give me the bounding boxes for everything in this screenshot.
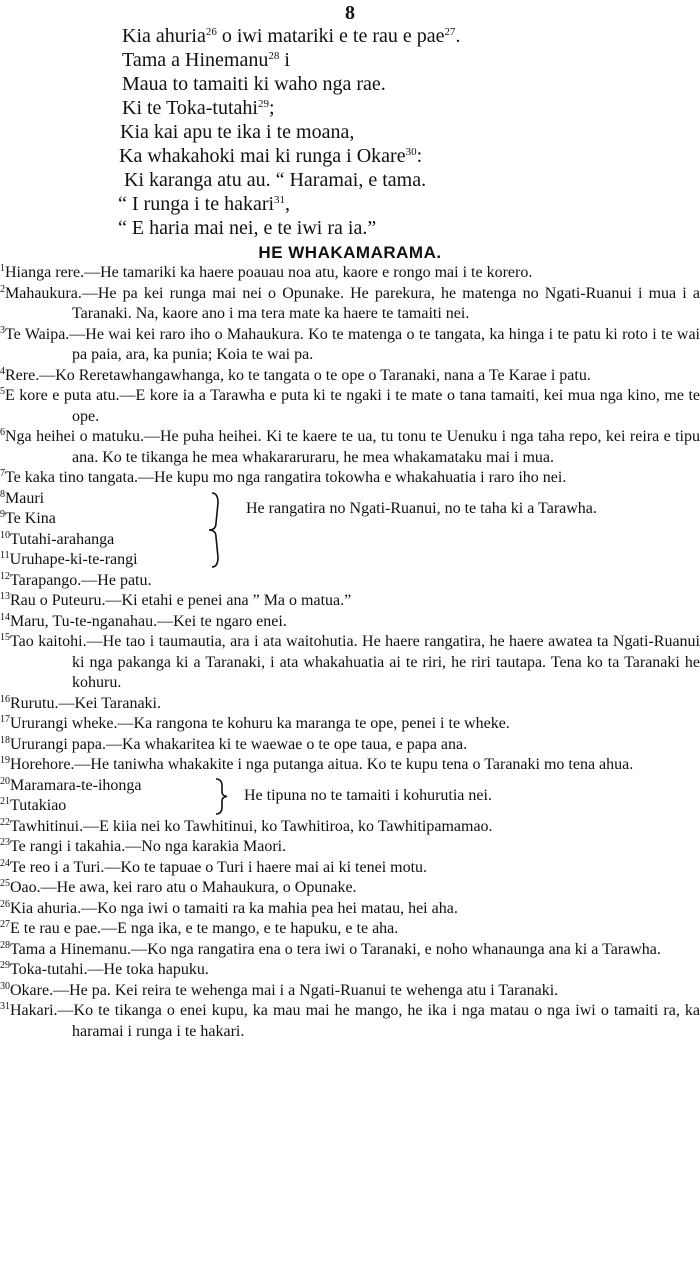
footnote-ref: 31 — [274, 194, 286, 206]
note-term: Ururangi wheke. — [10, 715, 118, 732]
note-number: 9 — [0, 509, 5, 520]
page-number: 8 — [345, 2, 355, 24]
note — [0, 325, 700, 366]
note-number: 14 — [0, 611, 10, 623]
note-number: 17 — [0, 714, 10, 725]
note-number: 1 — [0, 263, 5, 274]
note-term: E te rau e pae. — [10, 920, 102, 937]
note-number: 19 — [0, 755, 10, 766]
note-number: 13 — [0, 591, 10, 602]
notes-section-b — [0, 571, 700, 776]
note-number: 7 — [0, 468, 5, 479]
notes — [0, 263, 700, 1042]
note-term: Tama a Hinemanu. — [10, 940, 132, 958]
note — [0, 837, 700, 858]
poem-line-text: o iwi matariki e te rau e pae — [216, 25, 445, 47]
note — [0, 284, 700, 325]
note-term: Ururangi papa. — [10, 735, 106, 753]
note-text: —He tamariki ka haere poauau noa atu, kaore e rongo mai i te korero. — [84, 264, 533, 281]
poem-line-text: Kia ahuria — [122, 25, 206, 47]
note-text: —Ka rangona te kohuru ka maranga te ope, penei i te wheke. — [117, 715, 510, 732]
poem-line-text: , — [285, 193, 291, 215]
note-text: —He toka hapuku. — [87, 961, 209, 978]
note-term: Oao. — [10, 879, 41, 896]
note-text: —Ki etahi e penei ana ” Ma o matua.” — [105, 592, 352, 609]
note-number: 25 — [0, 878, 10, 889]
poem-line — [122, 48, 290, 73]
note — [0, 899, 700, 920]
note — [0, 940, 700, 961]
note-number: 11 — [0, 550, 10, 561]
note — [0, 694, 700, 715]
group-description: He rangatira no Ngati-Ruanui, no te taha ki a Tarawha. — [246, 499, 597, 517]
note-term: Tutahi-arahanga — [10, 530, 115, 548]
note-text: —Ko te tapuae o Turi i haere mai ai ki tenei motu. — [104, 858, 428, 876]
note — [0, 858, 700, 879]
poem-line-text: : — [416, 145, 423, 167]
group-item — [0, 550, 700, 571]
poem-line-text: i — [279, 49, 290, 71]
note-number: 2 — [0, 283, 5, 295]
note — [0, 263, 700, 284]
note-term: Mauri — [5, 489, 45, 507]
note-term: Te Waipa. — [5, 325, 70, 343]
note-text: —Kei Taranaki. — [58, 694, 161, 712]
footnote-ref: 26 — [205, 26, 217, 38]
poem-line-text: Ki karanga atu au. “ Haramai, e tama. — [124, 169, 427, 191]
note-number: 5 — [0, 386, 5, 397]
poem-line-text: ; — [268, 97, 275, 119]
note-number: 27 — [0, 919, 10, 930]
bracketed-group-chiefs — [0, 489, 700, 571]
note-text: —Ka whakaritea ki te waewae o te ope taua, e papa ana. — [105, 735, 468, 753]
note — [0, 878, 700, 899]
note-text: —Ko Reretawhangawhanga, ko te tangata o te ope o Taranaki, nana a Te Karae i patu. — [39, 366, 591, 384]
note — [0, 817, 700, 838]
note — [0, 427, 700, 468]
note-term: Hakari. — [10, 1002, 58, 1019]
note-number: 31 — [0, 1001, 10, 1012]
note-number: 29 — [0, 960, 10, 971]
note-text: —He pa kei runga mai nei o Opunake. He parekura, he matenga no Ngati-Ruanui i mua i a Taranaki. Na, kaore ano i ma tera mate ka haere te tamaiti nei. — [72, 284, 700, 322]
poem-line — [122, 96, 275, 121]
note-text: —He awa, kei raro atu o Mahaukura, o Opunake. — [40, 879, 357, 896]
poem-line-text: . — [455, 25, 461, 47]
poem-line — [124, 168, 426, 193]
poem-line-text: Tama a Hinemanu — [122, 49, 269, 71]
note — [0, 366, 700, 387]
note-term: Rau o Puteuru. — [10, 592, 106, 609]
group-description: He tipuna no te tamaiti i kohurutia nei. — [244, 786, 492, 804]
note-number: 23 — [0, 837, 10, 848]
note-text: —Ko nga iwi o tamaiti ra ka mahia pea hei matau, hei aha. — [81, 899, 458, 917]
note-term: E kore e puta atu. — [5, 387, 120, 404]
note-term: Mahaukura. — [5, 284, 82, 302]
note-term: Rurutu. — [10, 694, 59, 712]
note-number: 6 — [0, 427, 5, 438]
note-number: 24 — [0, 857, 10, 869]
brace-icon — [212, 776, 236, 817]
note-term: Tarapango. — [10, 571, 82, 589]
note — [0, 960, 700, 981]
note — [0, 386, 700, 427]
footnote-ref: 30 — [405, 146, 417, 158]
note-number: 12 — [0, 570, 10, 582]
note — [0, 755, 700, 776]
poem-line — [118, 216, 376, 241]
note-term: Maru, Tu-te-nganahau. — [10, 612, 158, 630]
note-term: Maramara-te-ihonga — [10, 776, 142, 794]
note-term: Tutakiao — [10, 797, 67, 814]
note-text: —He tao i taumautia, ara i ata waitohutia. He haere rangatira, he haere awatea ta Ngati-Ruanui ki nga pakanga ki a Taranaki, i ata whakahuatia ai te riri, he riri tautapa. Tena ko ta Taranaki he kohuru. — [72, 633, 700, 691]
notes-section-c — [0, 817, 700, 1043]
note-term: Rere. — [5, 366, 40, 384]
group-item — [0, 530, 700, 551]
note-number: 4 — [0, 365, 5, 377]
note-number: 8 — [0, 488, 5, 500]
note — [0, 981, 700, 1002]
footnote-ref: 27 — [444, 26, 456, 38]
poem-line — [119, 144, 422, 169]
poem-line-text: “ E haria mai nei, e te iwi ra ia.” — [118, 217, 377, 239]
note — [0, 571, 700, 592]
bracketed-group-ancestors — [0, 776, 700, 817]
note-term: Horehore. — [10, 756, 75, 773]
note-number: 30 — [0, 980, 10, 992]
note-number: 20 — [0, 775, 10, 787]
notes-section-a — [0, 263, 700, 489]
note-text: —Ko te tikanga o enei kupu, ka mau mai he mango, he ika i nga matau o nga iwi o tamaiti ra, ka haramai i runga i te hakari. — [57, 1002, 700, 1040]
notes-heading: HE WHAKAMARAMA. — [258, 243, 442, 262]
note-number: 16 — [0, 693, 10, 705]
note-number: 26 — [0, 898, 10, 910]
note — [0, 714, 700, 735]
note — [0, 612, 700, 633]
note-number: 28 — [0, 939, 10, 951]
note-text: —He wai kei raro iho o Mahaukura. Ko te matenga o te tangata, ka hinga i te patu ki roto i te wai pa paia, ara, ka punia; Koia te wai pa. — [69, 325, 700, 363]
note — [0, 468, 700, 489]
note-text: —He pa. Kei reira te wehenga mai i a Ngati-Ruanui te wehenga atu i Taranaki. — [53, 981, 559, 999]
poem-line-text: Maua to tamaiti ki waho nga rae. — [122, 73, 386, 95]
note-term: Te Kina — [5, 510, 56, 527]
note-term: Tawhitinui. — [10, 817, 84, 835]
note — [0, 591, 700, 612]
poem-line-text: Ki te Toka-tutahi — [122, 97, 258, 119]
note-term: Uruhape-ki-te-rangi — [9, 551, 138, 568]
note-text: —He taniwha whakakite i nga putanga aitua. Ko te kupu tena o Taranaki mo tena ahua. — [74, 756, 634, 773]
note-text: —No nga karakia Maori. — [125, 838, 287, 855]
note-term: Kia ahuria. — [10, 899, 82, 917]
note-number: 15 — [0, 632, 10, 643]
note-number: 10 — [0, 529, 10, 541]
note-term: Te kaka tino tangata. — [5, 469, 139, 486]
footnote-ref: 28 — [268, 50, 280, 62]
poem-line — [122, 72, 386, 97]
note-number: 21 — [0, 796, 10, 807]
note-number: 22 — [0, 816, 10, 828]
note-text: —E kore ia a Tarawha e puta ki te ngaki i te mate o tana tamaiti, kei mua nga kino, me te ope. — [72, 387, 700, 425]
brace-icon — [198, 489, 228, 571]
note-text: —He patu. — [81, 571, 152, 589]
note-text: —Ko nga rangatira ena o tera iwi o Taranaki, e noho whanaunga ana ki a Tarawha. — [131, 940, 661, 958]
note-text: —He kupu mo nga rangatira tokowha e whakahuatia i raro iho nei. — [138, 469, 567, 486]
note-term: Te reo i a Turi. — [10, 858, 105, 876]
note-text: —Kei te ngaro enei. — [157, 612, 287, 630]
poem-line-text: Ka whakahoki mai ki runga i Okare — [119, 145, 406, 167]
note-term: Nga heihei o matuku. — [5, 428, 144, 445]
note-text: —E kiia nei ko Tawhitinui, ko Tawhitiroa, ko Tawhitipamamao. — [83, 817, 493, 835]
poem-line — [118, 192, 290, 217]
note-text: —E nga ika, e te mango, e te hapuku, e te aha. — [101, 920, 399, 937]
note-term: Hianga rere. — [5, 264, 85, 281]
footnote-ref: 29 — [257, 98, 269, 110]
note-text: —He puha heihei. Ki te kaere te ua, tu tonu te Uenuku i nga taha repo, kei reira e tipu ana. Ko te tikanga he mea whakararuraru, he mea whakamataku mai i mua. — [72, 428, 700, 466]
poem-line-text: Kia kai apu te ika i te moana, — [120, 121, 355, 143]
note — [0, 632, 700, 694]
note-term: Toka-tutahi. — [10, 961, 88, 978]
note-term: Te rangi i takahia. — [10, 838, 126, 855]
note-number: 18 — [0, 734, 10, 746]
poem-line — [120, 120, 354, 145]
note — [0, 919, 700, 940]
note — [0, 735, 700, 756]
note-term: Okare. — [10, 981, 54, 999]
note — [0, 1001, 700, 1042]
poem-line-text: “ I runga i te hakari — [118, 193, 275, 215]
note-term: Tao kaitohi. — [10, 633, 87, 650]
poem-line — [122, 24, 461, 49]
note-number: 3 — [0, 324, 5, 336]
